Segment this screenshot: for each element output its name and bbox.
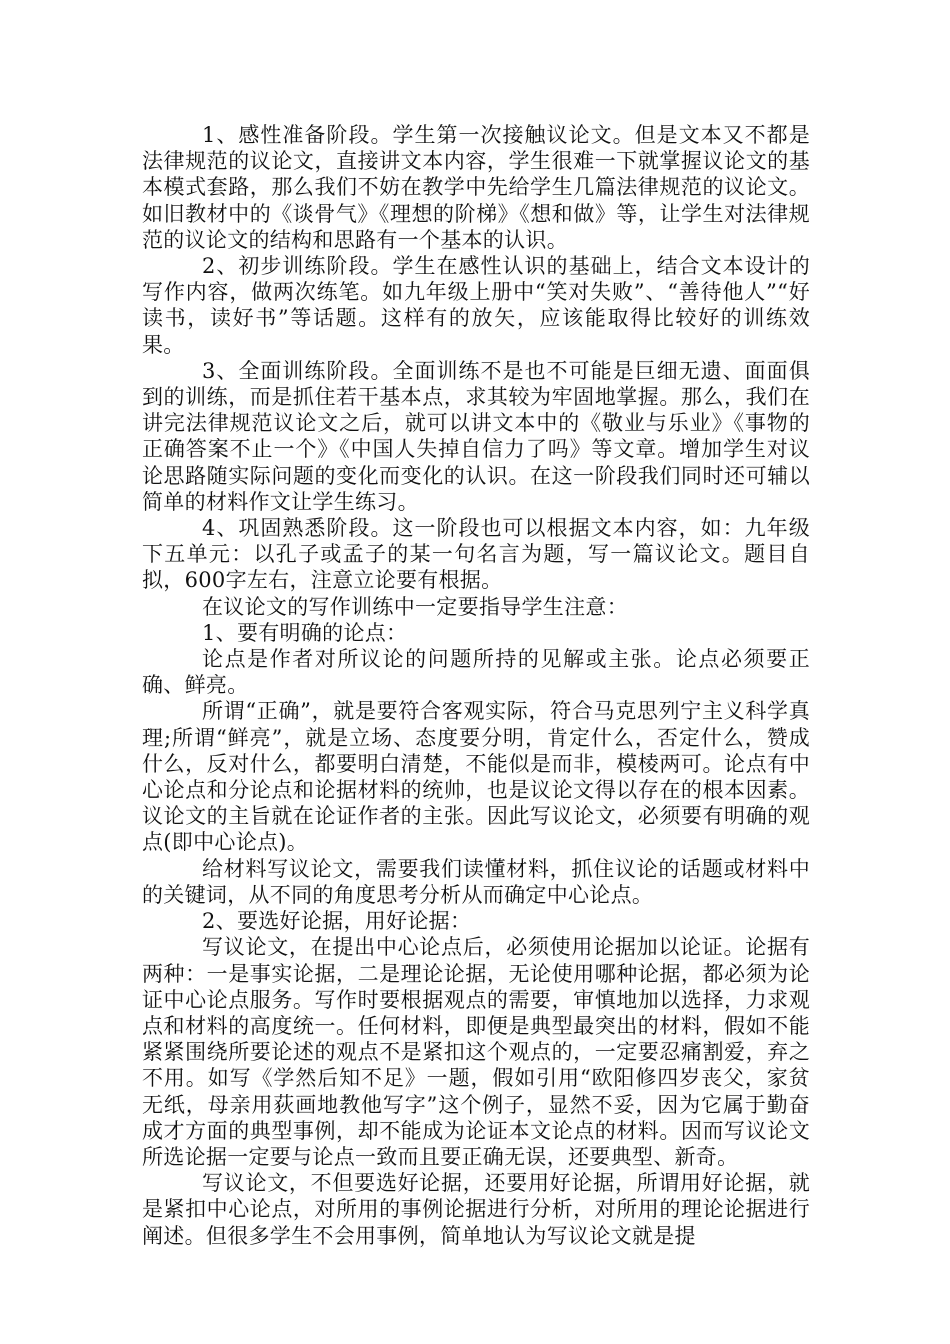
document-body	[142, 122, 810, 1249]
paragraph-thesis-definition: 论点是作者对所议论的问题所持的见解或主张。论点必须要正确、鲜亮。	[142, 647, 810, 698]
paragraph-stage-4: 4、巩固熟悉阶段。这一阶段也可以根据文本内容，如：九年级下五单元：以孔子或孟子的某一句名言为题，写一篇议论文。题目自拟，600字左右，注意立论要有根据。	[142, 516, 810, 593]
heading-point-2: 2、要选好论据，用好论据：	[202, 909, 472, 934]
paragraph-notice-intro: 在议论文的写作训练中一定要指导学生注意：	[202, 594, 628, 619]
paragraph-stage-3: 3、全面训练阶段。全面训练不是也不可能是巨细无遗、面面俱到的训练，而是抓住若干基本点，求其较为牢固地掌握。那么，我们在讲完法律规范议论文之后，就可以讲文本中的《敬业与乐业》《事物的正确答案不止一个》《中国人失掉自信力了吗》等文章。增加学生对议论思路随实际问题的变化而变化的认识。在这一阶段我们同时还可辅以简单的材料作文让学生练习。	[142, 358, 810, 514]
paragraph-material-essay: 给材料写议论文，需要我们读懂材料，抓住议论的话题或材料中的关键词，从不同的角度思考分析从而确定中心论点。	[142, 856, 810, 907]
paragraph-stage-1: 1、感性准备阶段。学生第一次接触议论文。但是文本又不都是法律规范的议论文，直接讲文本内容，学生很难一下就掌握议论文的基本模式套路，那么我们不妨在教学中先给学生几篇法律规范的议论文。如旧教材中的《谈骨气》《理想的阶梯》《想和做》等，让学生对法律规范的议论文的结构和思路有一个基本的认识。	[142, 123, 810, 252]
paragraph-evidence-usage: 写议论文，不但要选好论据，还要用好论据，所谓用好论据，就是紧扣中心论点，对所用的事例论据进行分析，对所用的理论论据进行阐述。但很多学生不会用事例，简单地认为写议论文就是提	[142, 1171, 810, 1248]
paragraph-evidence-selection: 写议论文，在提出中心论点后，必须使用论据加以论证。论据有两种：一是事实论据，二是理论论据，无论使用哪种论据，都必须为论证中心论点服务。写作时要根据观点的需要，审慎地加以选择，力求观点和材料的高度统一。任何材料，即便是典型最突出的材料，假如不能紧紧围绕所要论述的观点不是紧扣这个观点的，一定要忍痛割爱，弃之不用。如写《学然后知不足》一题，假如引用“欧阳修四岁丧父，家贫无纸，母亲用荻画地教他写字”这个例子，显然不妥，因为它属于勤奋成才方面的典型事例，却不能成为论证本文论点的材料。因而写议论文所选论据一定要与论点一致而且要正确无误，还要典型、新奇。	[142, 935, 810, 1169]
heading-point-1: 1、要有明确的论点：	[202, 620, 408, 645]
paragraph-correct-clear: 所谓“正确”，就是要符合客观实际，符合马克思列宁主义科学真理;所谓“鲜亮”，就是立场、态度要分明，肯定什么，否定什么，赞成什么，反对什么，都要明白清楚，不能似是而非，模棱两可。论点有中心论点和分论点和论据材料的统帅，也是议论文得以存在的根本因素。议论文的主旨就在论证作者的主张。因此写议论文，必须要有明确的观点(即中心论点)。	[142, 699, 810, 855]
paragraph-stage-2: 2、初步训练阶段。学生在感性认识的基础上，结合文本设计的写作内容，做两次练笔。如九年级上册中“笑对失败”、“善待他人”“好读书，读好书”等话题。这样有的放矢，应该能取得比较好的训练效果。	[142, 254, 810, 357]
